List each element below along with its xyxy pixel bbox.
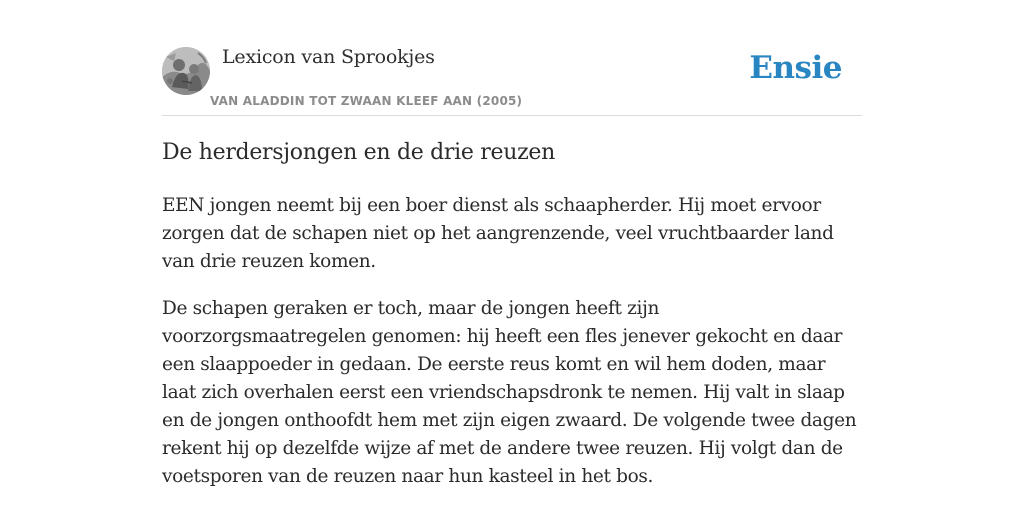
engraving-illustration-icon: [162, 47, 210, 95]
source-subtitle: VAN ALADDIN TOT ZWAAN KLEEF AAN (2005): [210, 94, 523, 108]
brand-logo[interactable]: Ensie: [749, 50, 842, 86]
article-page: [162, 0, 862, 512]
article-paragraph: De schapen geraken er toch, maar de jongen heeft zijn voorzorgsmaatregelen genomen: hij heeft een fles jenever gekocht en daar een slaappoeder in gedaan. De eerste reus komt en wil hem doden, maar laat zich overhalen eerst een vriendschapsdronk te nemen. Hij valt in slaap en de jongen onthoofdt hem met zijn eigen zwaard. De volgende twee dagen rekent hij op dezelfde wijze af met de andere twee reuzen. Hij volgt dan de voetsporen van de reuzen naar hun kasteel in het bos.: [162, 298, 857, 487]
source-header: [162, 0, 862, 116]
source-avatar[interactable]: [162, 47, 210, 95]
article-paragraph: EEN jongen neemt bij een boer dienst als schaapherder. Hij moet ervoor zorgen dat de schapen niet op het aangrenzende, veel vruchtbaarder land van drie reuzen komen.: [162, 195, 834, 272]
source-title[interactable]: Lexicon van Sprookjes: [222, 46, 435, 68]
article-title: De herdersjongen en de drie reuzen: [162, 140, 555, 165]
